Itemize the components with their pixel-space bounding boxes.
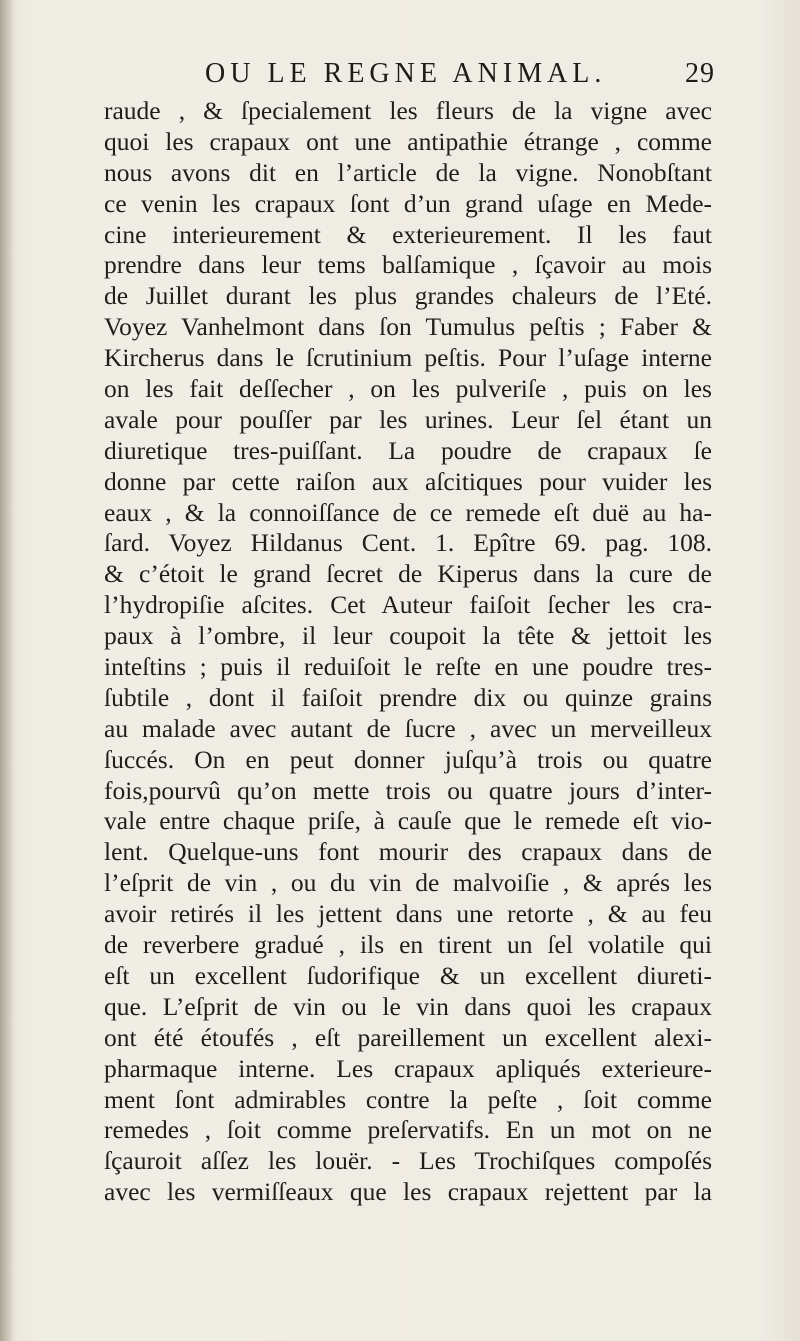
text-line: nous avons dit en l’article de la vigne. Nonobſtant xyxy=(104,157,712,187)
text-line: lent. Quelque-uns font mourir des crapaux dans de xyxy=(104,837,712,867)
text-line: que. L’eſprit de vin ou le vin dans quoi les crapaux xyxy=(104,991,712,1021)
text-line: ment ſont admirables contre la peſte , ſoit comme xyxy=(104,1084,712,1114)
text-line: eaux , & la connoiſſance de ce remede eſt duë au ha- xyxy=(104,497,712,527)
text-line: ce venin les crapaux ſont d’un grand uſage en Mede- xyxy=(104,188,712,218)
text-line: & c’étoit le grand ſecret de Kiperus dans la cure de xyxy=(104,559,712,589)
text-line: de reverbere gradué , ils en tirent un ſel volatile qui xyxy=(104,930,712,960)
text-line: ſubtile , dont il faiſoit prendre dix ou quinze grains xyxy=(104,682,712,712)
text-line: inteſtins ; puis il reduiſoit le reſte en une poudre tres- xyxy=(104,652,712,682)
text-line: paux à l’ombre, il leur coupoit la tête & jettoit les xyxy=(104,621,712,651)
text-line: l’hydropiſie aſcites. Cet Auteur faiſoit ſecher les cra- xyxy=(104,590,712,620)
text-line: avoir retirés il les jettent dans une retorte , & au feu xyxy=(104,899,712,929)
text-line: quoi les crapaux ont une antipathie étrange , comme xyxy=(104,126,712,156)
text-line: pharmaque interne. Les crapaux apliqués exterieure- xyxy=(104,1053,712,1083)
page-number: 29 xyxy=(685,58,715,89)
text-line: Voyez Vanhelmont dans ſon Tumulus peſtis ; Faber & xyxy=(104,312,712,342)
text-line: ont été étoufés , eſt pareillement un excellent alexi- xyxy=(104,1022,712,1052)
text-line: avale pour pouſſer par les urines. Leur ſel étant un xyxy=(104,404,712,434)
text-line: cine interieurement & exterieurement. Il les faut xyxy=(104,219,712,249)
text-line: fois,pourvû qu’on mette trois ou quatre jours d’inter- xyxy=(104,775,712,805)
text-line: diuretique tres-puiſſant. La poudre de crapaux ſe xyxy=(104,435,712,465)
text-line: raude , & ſpecialement les fleurs de la vigne avec xyxy=(104,96,712,125)
gutter-shadow xyxy=(0,0,14,1341)
body-text xyxy=(104,96,712,1208)
text-line: vale entre chaque priſe, à cauſe que le remede eſt vio- xyxy=(104,806,712,836)
text-line: de Juillet durant les plus grandes chaleurs de l’Eté. xyxy=(104,281,712,311)
text-line: on les fait deſſecher , on les pulveriſe , puis on les xyxy=(104,374,712,404)
text-line: ſuccés. On en peut donner juſqu’à trois ou quatre xyxy=(104,744,712,774)
text-line: donne par cette raiſon aux aſcitiques pour vuider les xyxy=(104,466,712,496)
text-line: remedes , ſoit comme preſervatifs. En un mot on ne xyxy=(104,1115,712,1145)
text-line: eſt un excellent ſudorifique & un excellent diureti- xyxy=(104,960,712,990)
page-header xyxy=(205,58,715,98)
text-line: ſçauroit aſſez les louër. - Les Trochiſques compoſés xyxy=(104,1146,712,1176)
text-line: ſard. Voyez Hildanus Cent. 1. Epître 69. pag. 108. xyxy=(104,528,712,558)
text-line: Kircherus dans le ſcrutinium peſtis. Pour l’uſage interne xyxy=(104,343,712,373)
text-line: l’eſprit de vin , ou du vin de malvoiſie , & aprés les xyxy=(104,868,712,898)
text-line: prendre dans leur tems balſamique , ſçavoir au mois xyxy=(104,250,712,280)
text-line: avec les vermiſſeaux que les crapaux rejettent par la xyxy=(104,1177,712,1207)
text-line: au malade avec autant de ſucre , avec un merveilleux xyxy=(104,713,712,743)
running-title: OU LE REGNE ANIMAL. xyxy=(205,58,607,89)
